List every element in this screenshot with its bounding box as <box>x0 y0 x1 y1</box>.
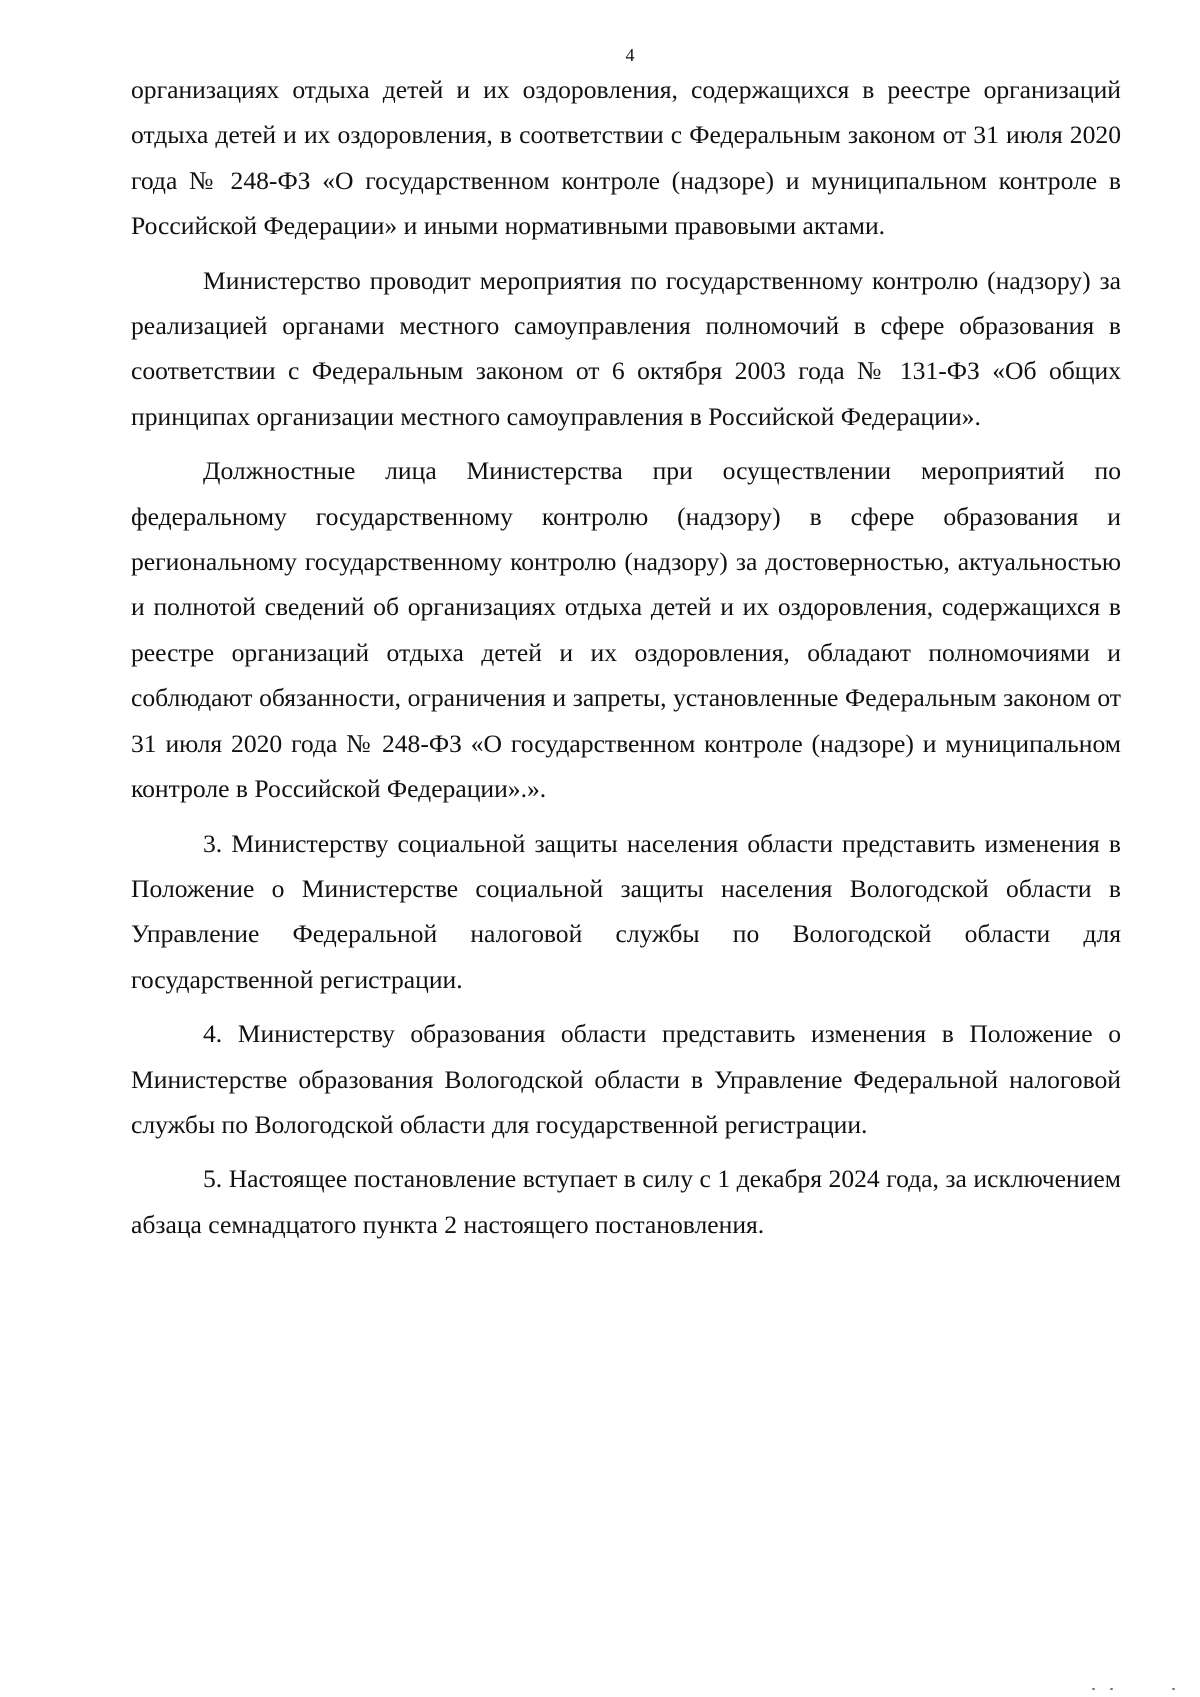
page-number: 4 <box>625 45 635 65</box>
paragraph-ministry-control: Министерство проводит мероприятия по государственному контролю (надзору) за реализацией органами местного самоуправления полномочий в сфере образования в соответствии с Федеральным законом от 6 октября 2003 года № 131-ФЗ «Об общих принципах организации местного самоуправления в Российской Федерации». <box>131 265 1121 431</box>
document-body <box>131 67 1121 1247</box>
paragraph-officials-powers: Должностные лица Министерства при осуществлении мероприятий по федеральному государственному контролю (надзору) в сфере образования и региональному государственному контролю (надзору) за достоверностью, актуальностью и полнотой сведений об организациях отдыха детей и их оздоровления, содержащихся в реестре организаций отдыха детей и их оздоровления, обладают полномочиями и соблюдают обязанности, ограничения и запреты, установленные Федеральным законом от 31 июля 2020 года № 248-ФЗ «О государственном контроле (надзоре) и муниципальном контроле в Российской Федерации».». <box>131 456 1121 804</box>
paragraph-item-4: 4. Министерству образования области представить изменения в Положение о Министерстве образования Вологодской области в Управление Федеральной налоговой службы по Вологодской области для государственной регистрации. <box>131 1019 1121 1139</box>
scan-artifact <box>1110 1688 1113 1690</box>
paragraph-item-3: 3. Министерству социальной защиты населения области представить изменения в Положение о Министерстве социальной защиты населения Вологодской области в Управление Федеральной налоговой службы по Вологодской области для государственной регистрации. <box>131 828 1121 994</box>
scan-artifact <box>1092 1688 1095 1690</box>
paragraph-item-5: 5. Настоящее постановление вступает в силу с 1 декабря 2024 года, за исключением абзаца семнадцатого пункта 2 настоящего постановления. <box>131 1164 1121 1239</box>
paragraph-continuation: организациях отдыха детей и их оздоровления, содержащихся в реестре организаций отдыха детей и их оздоровления, в соответствии с Федеральным законом от 31 июля 2020 года № 248-ФЗ «О государственном контроле (надзоре) и муниципальном контроле в Российской Федерации» и иными нормативными правовыми актами. <box>131 75 1121 241</box>
scan-artifact <box>1172 1688 1175 1690</box>
